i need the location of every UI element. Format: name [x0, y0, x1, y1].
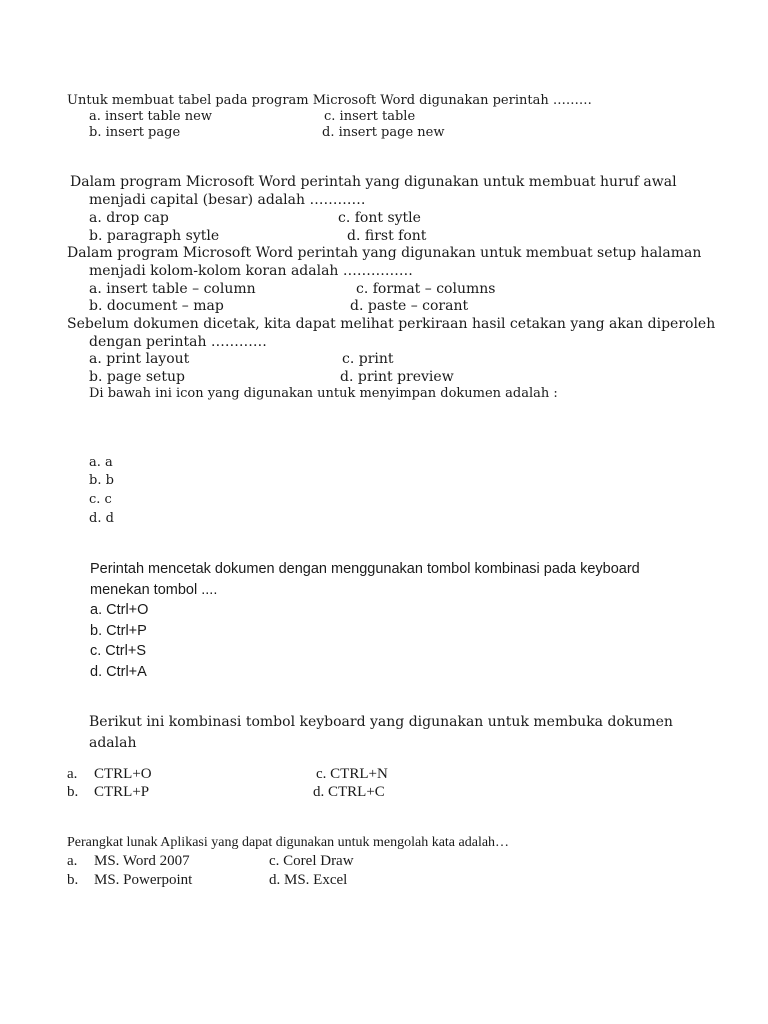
q5-option-c: c. c — [89, 492, 112, 507]
q8-option-b-marker: b. — [67, 872, 79, 888]
q8-option-d: d. MS. Excel — [269, 872, 348, 888]
q1-option-d: d. insert page new — [322, 125, 445, 140]
q4-option-d: d. print preview — [340, 369, 454, 385]
question-5: Di bawah ini icon yang digunakan untuk menyimpan dokumen adalah : — [89, 386, 558, 401]
q3-option-d: d. paste – corant — [350, 298, 469, 314]
q6-option-d: d. Ctrl+A — [90, 664, 147, 680]
q8-option-a-marker: a. — [67, 853, 78, 869]
question-2-line-2: menjadi capital (besar) adalah ………… — [89, 192, 366, 208]
q5-option-d: d. d — [89, 511, 114, 526]
question-4-line-1: Sebelum dokumen dicetak, kita dapat melihat perkiraan hasil cetakan yang akan diperoleh — [67, 316, 716, 332]
q4-option-b: b. page setup — [89, 369, 185, 385]
q5-option-b: b. b — [89, 473, 114, 488]
question-8: Perangkat lunak Aplikasi yang dapat digunakan untuk mengolah kata adalah… — [67, 835, 510, 850]
q1-option-a: a. insert table new — [89, 109, 212, 124]
q6-option-c: c. Ctrl+S — [90, 643, 146, 659]
question-3-line-1: Dalam program Microsoft Word perintah yang digunakan untuk membuat setup halaman — [67, 245, 702, 261]
question-4-line-2: dengan perintah ………… — [89, 334, 267, 350]
q3-option-c: c. format – columns — [356, 281, 496, 297]
q3-option-a: a. insert table – column — [89, 281, 256, 297]
question-3-line-2: menjadi kolom-kolom koran adalah …………… — [89, 263, 413, 279]
q7-option-a: CTRL+O — [94, 766, 152, 782]
q6-option-b: b. Ctrl+P — [90, 623, 147, 639]
q7-option-c: c. CTRL+N — [316, 766, 388, 782]
q7-option-a-marker: a. — [67, 766, 78, 782]
q8-option-b: MS. Powerpoint — [94, 872, 193, 888]
q2-option-a: a. drop cap — [89, 210, 169, 226]
q5-option-a: a. a — [89, 455, 113, 470]
q7-option-d: d. CTRL+C — [313, 784, 385, 800]
q2-option-b: b. paragraph sytle — [89, 228, 220, 244]
question-2-line-1: Dalam program Microsoft Word perintah yang digunakan untuk membuat huruf awal — [70, 174, 677, 190]
q8-option-a: MS. Word 2007 — [94, 853, 190, 869]
q2-option-d: d. first font — [347, 228, 427, 244]
question-1: Untuk membuat tabel pada program Microsoft Word digunakan perintah ……… — [67, 93, 592, 108]
question-7-line-1: Berikut ini kombinasi tombol keyboard yang digunakan untuk membuka dokumen — [89, 714, 673, 730]
q4-option-a: a. print layout — [89, 351, 190, 367]
q2-option-c: c. font sytle — [338, 210, 421, 226]
q7-option-b-marker: b. — [67, 784, 79, 800]
q1-option-c: c. insert table — [324, 109, 416, 124]
q3-option-b: b. document – map — [89, 298, 224, 314]
question-7-line-2: adalah — [89, 735, 137, 751]
q4-option-c: c. print — [342, 351, 394, 367]
q6-option-a: a. Ctrl+O — [90, 602, 149, 618]
question-6-line-2: menekan tombol .... — [90, 582, 218, 598]
q8-option-c: c. Corel Draw — [269, 853, 354, 869]
q1-option-b: b. insert page — [89, 125, 181, 140]
question-6-line-1: Perintah mencetak dokumen dengan menggunakan tombol kombinasi pada keyboard — [90, 561, 640, 577]
q7-option-b: CTRL+P — [94, 784, 150, 800]
